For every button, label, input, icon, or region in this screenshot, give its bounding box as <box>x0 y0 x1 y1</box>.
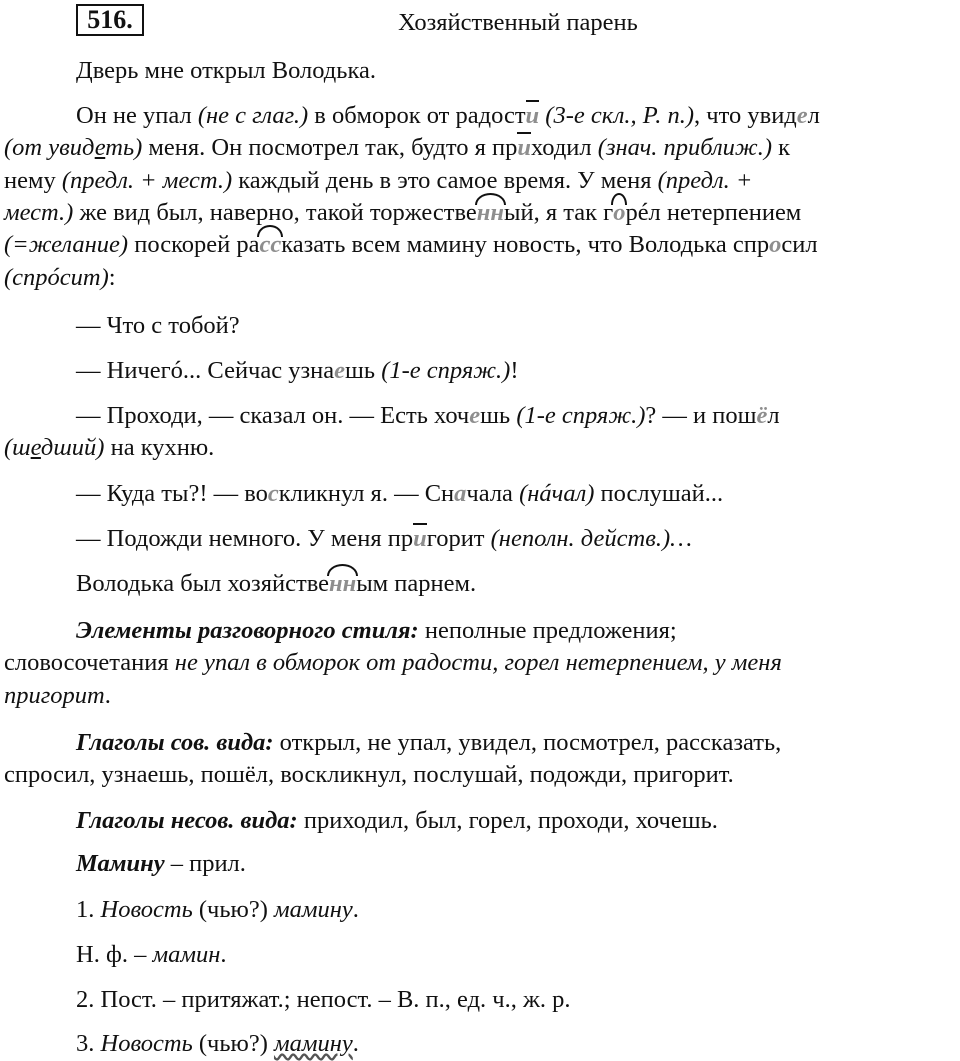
dialog-line-2: — Ничегó... Сейчас узнаешь (1-е спряж.)! <box>76 357 519 384</box>
exercise-title: Хозяйственный парень <box>398 9 638 36</box>
style-elements-line-3: пригорит. <box>4 682 111 709</box>
dialog-line-5: — Подожди немного. У меня пригорит (неполн. действ.)… <box>76 525 692 552</box>
text-final-line: Володька был хозяйственн ым парнем. <box>76 568 476 601</box>
mamin-item-1: 1. Новость (чью?) мамину. <box>76 896 359 923</box>
style-elements-line-2: словосочетания не упал в обморок от радости, горел нетерпением, у меня <box>4 649 782 676</box>
mamin-initial-form: Н. ф. – мамин. <box>76 941 227 968</box>
dialog-line-4: — Куда ты?! — воскликнул я. — Сначала (нáчал) послушай... <box>76 480 724 507</box>
text-line-3: (от увидеть) меня. Он посмотрел так, будто я приходил (знач. приближ.) к <box>4 134 791 161</box>
text-line-5: мест.) же вид был, наверно, такой торжественн ый, я так го рéл нетерпением <box>4 197 801 230</box>
text-line-1: Дверь мне открыл Володька. <box>76 57 376 84</box>
text-line-7: (спрóсит): <box>4 264 116 291</box>
dialog-line-3-cont: (шедший) на кухню. <box>4 434 215 461</box>
text-line-2: Он не упал (не с глаг.) в обморок от радости (3-е скл., Р. п.), что увидел <box>76 102 820 129</box>
mamin-item-2: 2. Пост. – притяжат.; непост. – В. п., ед. ч., ж. р. <box>76 986 571 1013</box>
text-line-4: нему (предл. + мест.) каждый день в это самое время. У меня (предл. + <box>4 167 753 194</box>
imperfective-verbs: Глаголы несов. вида: приходил, был, горел, проходи, хочешь. <box>76 807 718 834</box>
mamin-heading: Мамину – прил. <box>76 850 246 877</box>
perfective-verbs-line-2: спросил, узнаешь, пошёл, воскликнул, послушай, подожди, пригорит. <box>4 761 734 788</box>
dialog-line-1: — Что с тобой? <box>76 312 240 339</box>
text-line-6: (=желание) поскорей расс казать всем мамину новость, что Володька спросил <box>4 229 818 262</box>
dialog-line-3: — Проходи, — сказал он. — Есть хочешь (1-е спряж.)? — и пошёл <box>76 402 780 429</box>
suffix-arc: нн <box>477 199 504 226</box>
exercise-number: 516. <box>76 4 144 36</box>
mamin-item-3: 3. Новость (чью?) мамину. <box>76 1030 359 1057</box>
style-elements: Элементы разговорного стиля: неполные предложения; <box>76 617 677 644</box>
perfective-verbs: Глаголы сов. вида: открыл, не упал, увидел, посмотрел, рассказать, <box>76 729 782 756</box>
